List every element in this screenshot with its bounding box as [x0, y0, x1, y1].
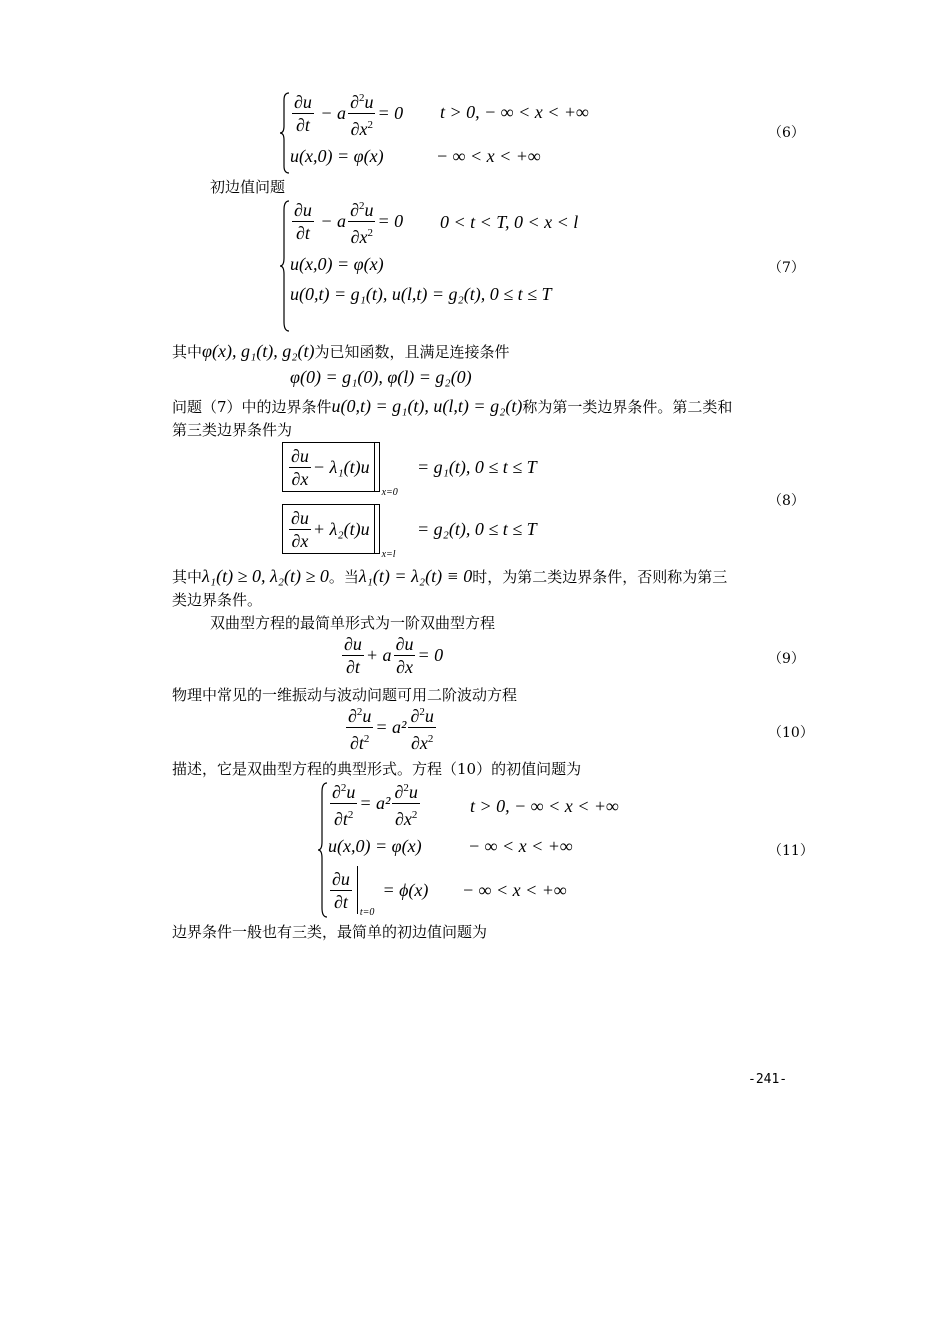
- eq6-rhs: = 0: [377, 102, 404, 123]
- equation-9: $\frac{\partial u}{\partial t}$ + a $\frac{\partial u}{\partial x}$ = 0: [344, 633, 444, 677]
- eq8-line1-inner: − λ₁(t)u: [312, 456, 370, 477]
- eq11-line2: u(x,0) = φ(x): [328, 836, 422, 856]
- para-three-kinds: 边界条件一般也有三类，最简单的初边值问题为: [172, 923, 488, 941]
- eq8-line2-sub: x=l: [381, 549, 396, 560]
- para-known-functions: 其中φ(x), g₁(t), g₂(t)为已知函数，且满足连接条件: [172, 341, 510, 361]
- eq7-line3: u(0,t) = g₁(t), u(l,t) = g₂(t), 0 ≤ t ≤ T: [290, 284, 552, 304]
- eq8-line2-rhs: = g₂(t), 0 ≤ t ≤ T: [417, 519, 537, 539]
- eq11-number: （11）: [768, 843, 814, 859]
- eq10-number: （10）: [768, 725, 814, 741]
- eq8-line1-rhs: = g₁(t), 0 ≤ t ≤ T: [417, 457, 537, 477]
- para-initial-value-problem: 描述，它是双曲型方程的典型形式。方程（10）的初值问题为: [172, 760, 582, 778]
- eq8-number: （8）: [768, 493, 805, 509]
- eq8-line1-sub: x=0: [381, 487, 398, 498]
- eq6-cond1: t > 0, − ∞ < x < +∞: [440, 102, 589, 122]
- eq11-line3-rhs: = ϕ(x): [382, 879, 429, 900]
- page-number: -241-: [748, 1072, 788, 1087]
- eq9-number: （9）: [768, 651, 805, 667]
- eq11-cond2: − ∞ < x < +∞: [468, 836, 573, 856]
- eq7-cond1: 0 < t < T, 0 < x < l: [440, 212, 579, 232]
- eq11-line3-sub: t=0: [359, 907, 375, 918]
- eq11-cond1: t > 0, − ∞ < x < +∞: [470, 796, 619, 816]
- para-third-kind: 类边界条件。: [172, 591, 263, 609]
- eq8-line2-inner: + λ₂(t)u: [312, 518, 370, 539]
- para-second-third-kind: 第三类边界条件为: [172, 421, 293, 439]
- para-lambda-condition: 其中λ₁(t) ≥ 0, λ₂(t) ≥ 0。当λ₁(t) = λ₂(t) ≡ 0时，为第二类边界条件，否则称为第三: [172, 566, 728, 586]
- eq6-number: （6）: [768, 125, 805, 141]
- eq6-line2: u(x,0) = φ(x): [290, 146, 384, 166]
- para-first-kind: 问题（7）中的边界条件u(0,t) = g₁(t), u(l,t) = g₂(t)称为第一类边界条件。第二类和: [172, 396, 733, 416]
- eq7-number: （7）: [768, 260, 805, 276]
- eq7-rhs: = 0: [377, 210, 404, 231]
- equation-10: $\frac{\partial^2u}{\partial t^2}$ = a² $\frac{\partial^2u}{\partial x^2}$: [344, 706, 438, 748]
- left-brace: [318, 782, 328, 918]
- connection-condition: φ(0) = g₁(0), φ(l) = g₂(0): [290, 367, 472, 387]
- left-brace: [280, 92, 290, 174]
- left-brace: [280, 200, 290, 332]
- eq7-line2: u(x,0) = φ(x): [290, 254, 384, 274]
- para-wave-equation: 物理中常见的一维振动与波动问题可用二阶波动方程: [172, 686, 518, 704]
- eq11-cond3: − ∞ < x < +∞: [462, 880, 567, 900]
- para-initial-boundary: 初边值问题: [210, 178, 286, 196]
- eq6-cond2: − ∞ < x < +∞: [436, 146, 541, 166]
- para-first-order-hyperbolic: 双曲型方程的最简单形式为一阶双曲型方程: [210, 614, 496, 632]
